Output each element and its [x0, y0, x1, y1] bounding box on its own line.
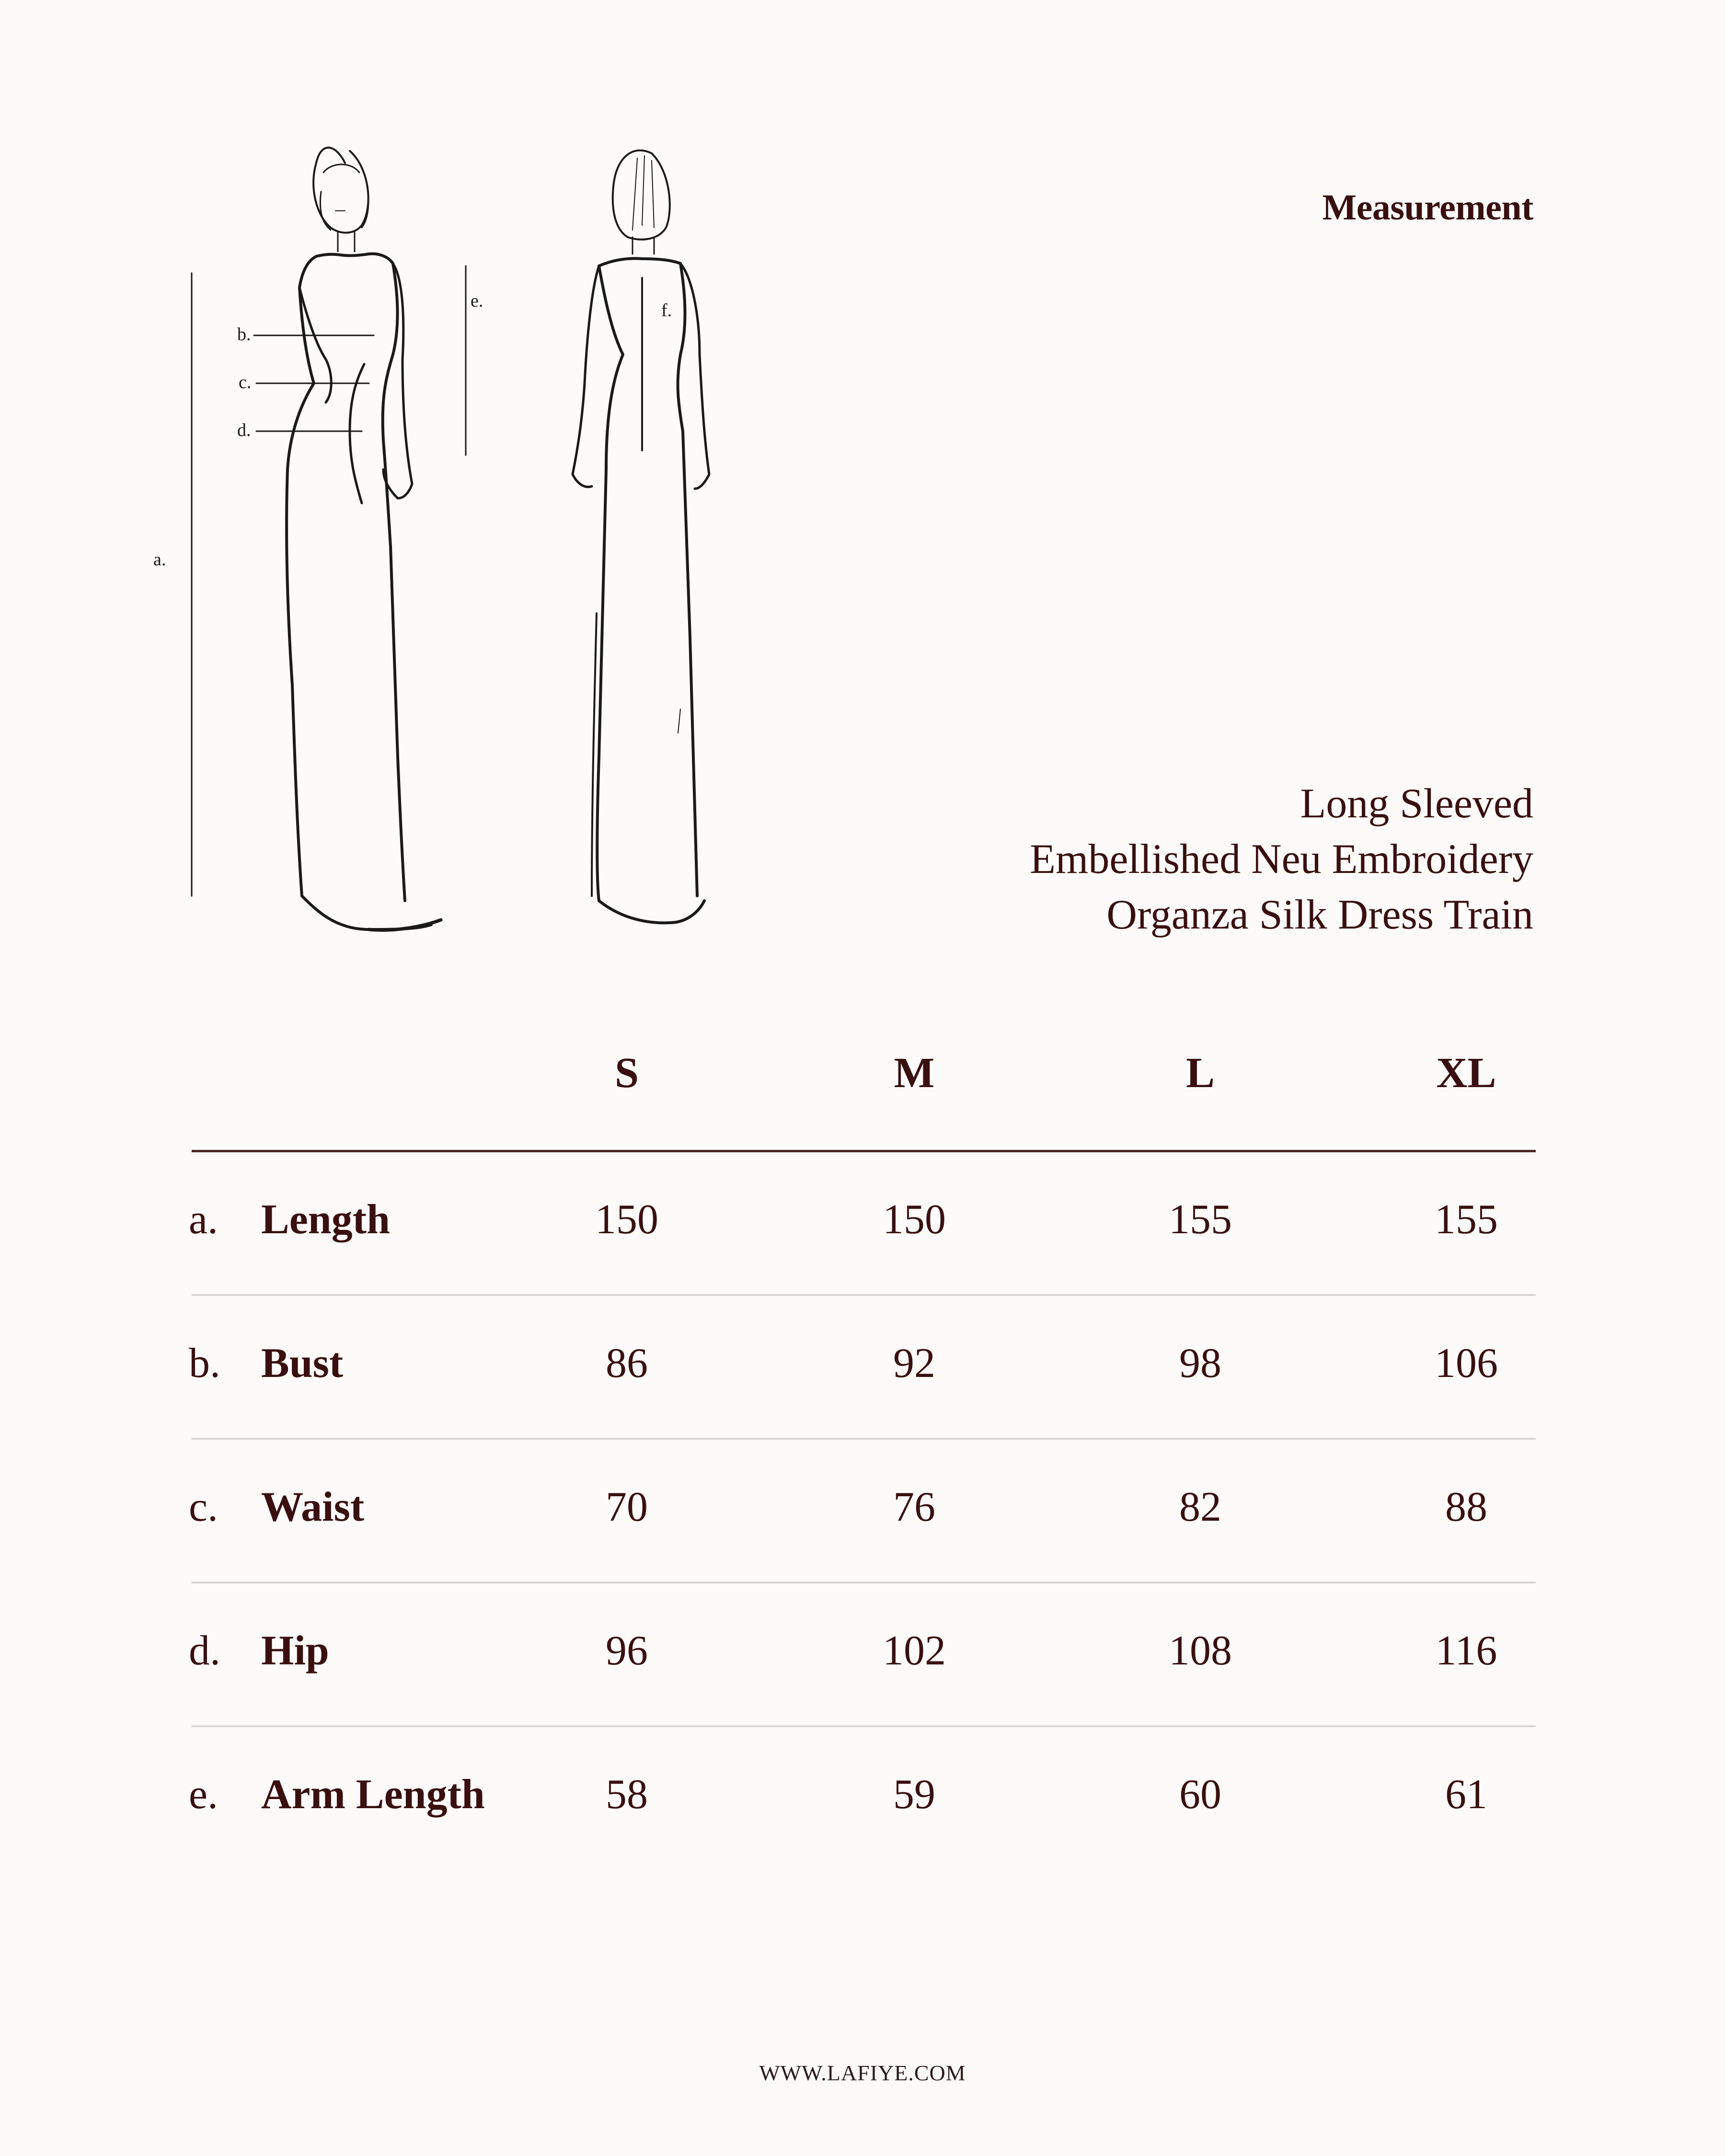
row-letter: d. [189, 1628, 220, 1674]
cell-value: 116 [1435, 1628, 1497, 1674]
cell-value: 155 [1169, 1196, 1232, 1243]
size-header-s: S [614, 1049, 639, 1097]
cell-value: 70 [606, 1484, 648, 1530]
label-b: b. [237, 324, 251, 344]
table-row [189, 1296, 1536, 1440]
size-header-l: L [1185, 1049, 1215, 1097]
label-a: a. [153, 550, 166, 570]
cell-value: 82 [1179, 1484, 1221, 1530]
row-name: Length [261, 1196, 390, 1243]
table-row [189, 1727, 1536, 1869]
label-c: c. [239, 372, 252, 392]
row-letter: c. [189, 1484, 218, 1530]
dress-sketch-diagram [144, 134, 815, 958]
row-name: Arm Length [261, 1771, 485, 1818]
cell-value: 60 [1179, 1771, 1221, 1818]
cell-value: 92 [893, 1340, 935, 1387]
cell-value: 155 [1435, 1196, 1498, 1243]
product-title [1030, 776, 1533, 943]
size-table [189, 1025, 1536, 1869]
cell-value: 59 [893, 1771, 935, 1818]
cell-value: 150 [595, 1196, 658, 1243]
size-header-xl: XL [1436, 1049, 1496, 1097]
row-letter: b. [189, 1340, 220, 1387]
size-table-header [192, 1025, 1536, 1152]
label-e: e. [471, 291, 483, 311]
row-letter: a. [189, 1196, 218, 1243]
product-title-line-3: Organza Silk Dress Train [1106, 892, 1533, 938]
cell-value: 102 [883, 1628, 946, 1674]
cell-value: 88 [1445, 1484, 1487, 1530]
product-title-line-2: Embellished Neu Embroidery [1030, 836, 1533, 883]
page-title: Measurement [1322, 187, 1533, 228]
cell-value: 96 [606, 1628, 648, 1674]
cell-value: 108 [1169, 1628, 1232, 1674]
cell-value: 61 [1445, 1771, 1487, 1818]
back-figure [573, 150, 709, 923]
row-letter: e. [189, 1771, 218, 1818]
product-title-line-1: Long Sleeved [1300, 780, 1533, 827]
size-header-m: M [894, 1049, 935, 1097]
cell-value: 106 [1435, 1340, 1498, 1387]
cell-value: 86 [606, 1340, 648, 1387]
table-row [189, 1440, 1536, 1583]
cell-value: 58 [606, 1771, 648, 1818]
table-row [189, 1152, 1536, 1296]
front-figure [254, 148, 441, 930]
label-f: f. [661, 300, 672, 321]
cell-value: 98 [1179, 1340, 1221, 1387]
cell-value: 76 [893, 1484, 935, 1530]
table-row [189, 1583, 1536, 1727]
row-name: Hip [261, 1628, 329, 1674]
row-name: Bust [261, 1340, 344, 1387]
website-url: WWW.LAFIYE.COM [759, 2061, 966, 2085]
label-d: d. [237, 420, 251, 440]
cell-value: 150 [883, 1196, 946, 1243]
row-name: Waist [261, 1484, 365, 1530]
